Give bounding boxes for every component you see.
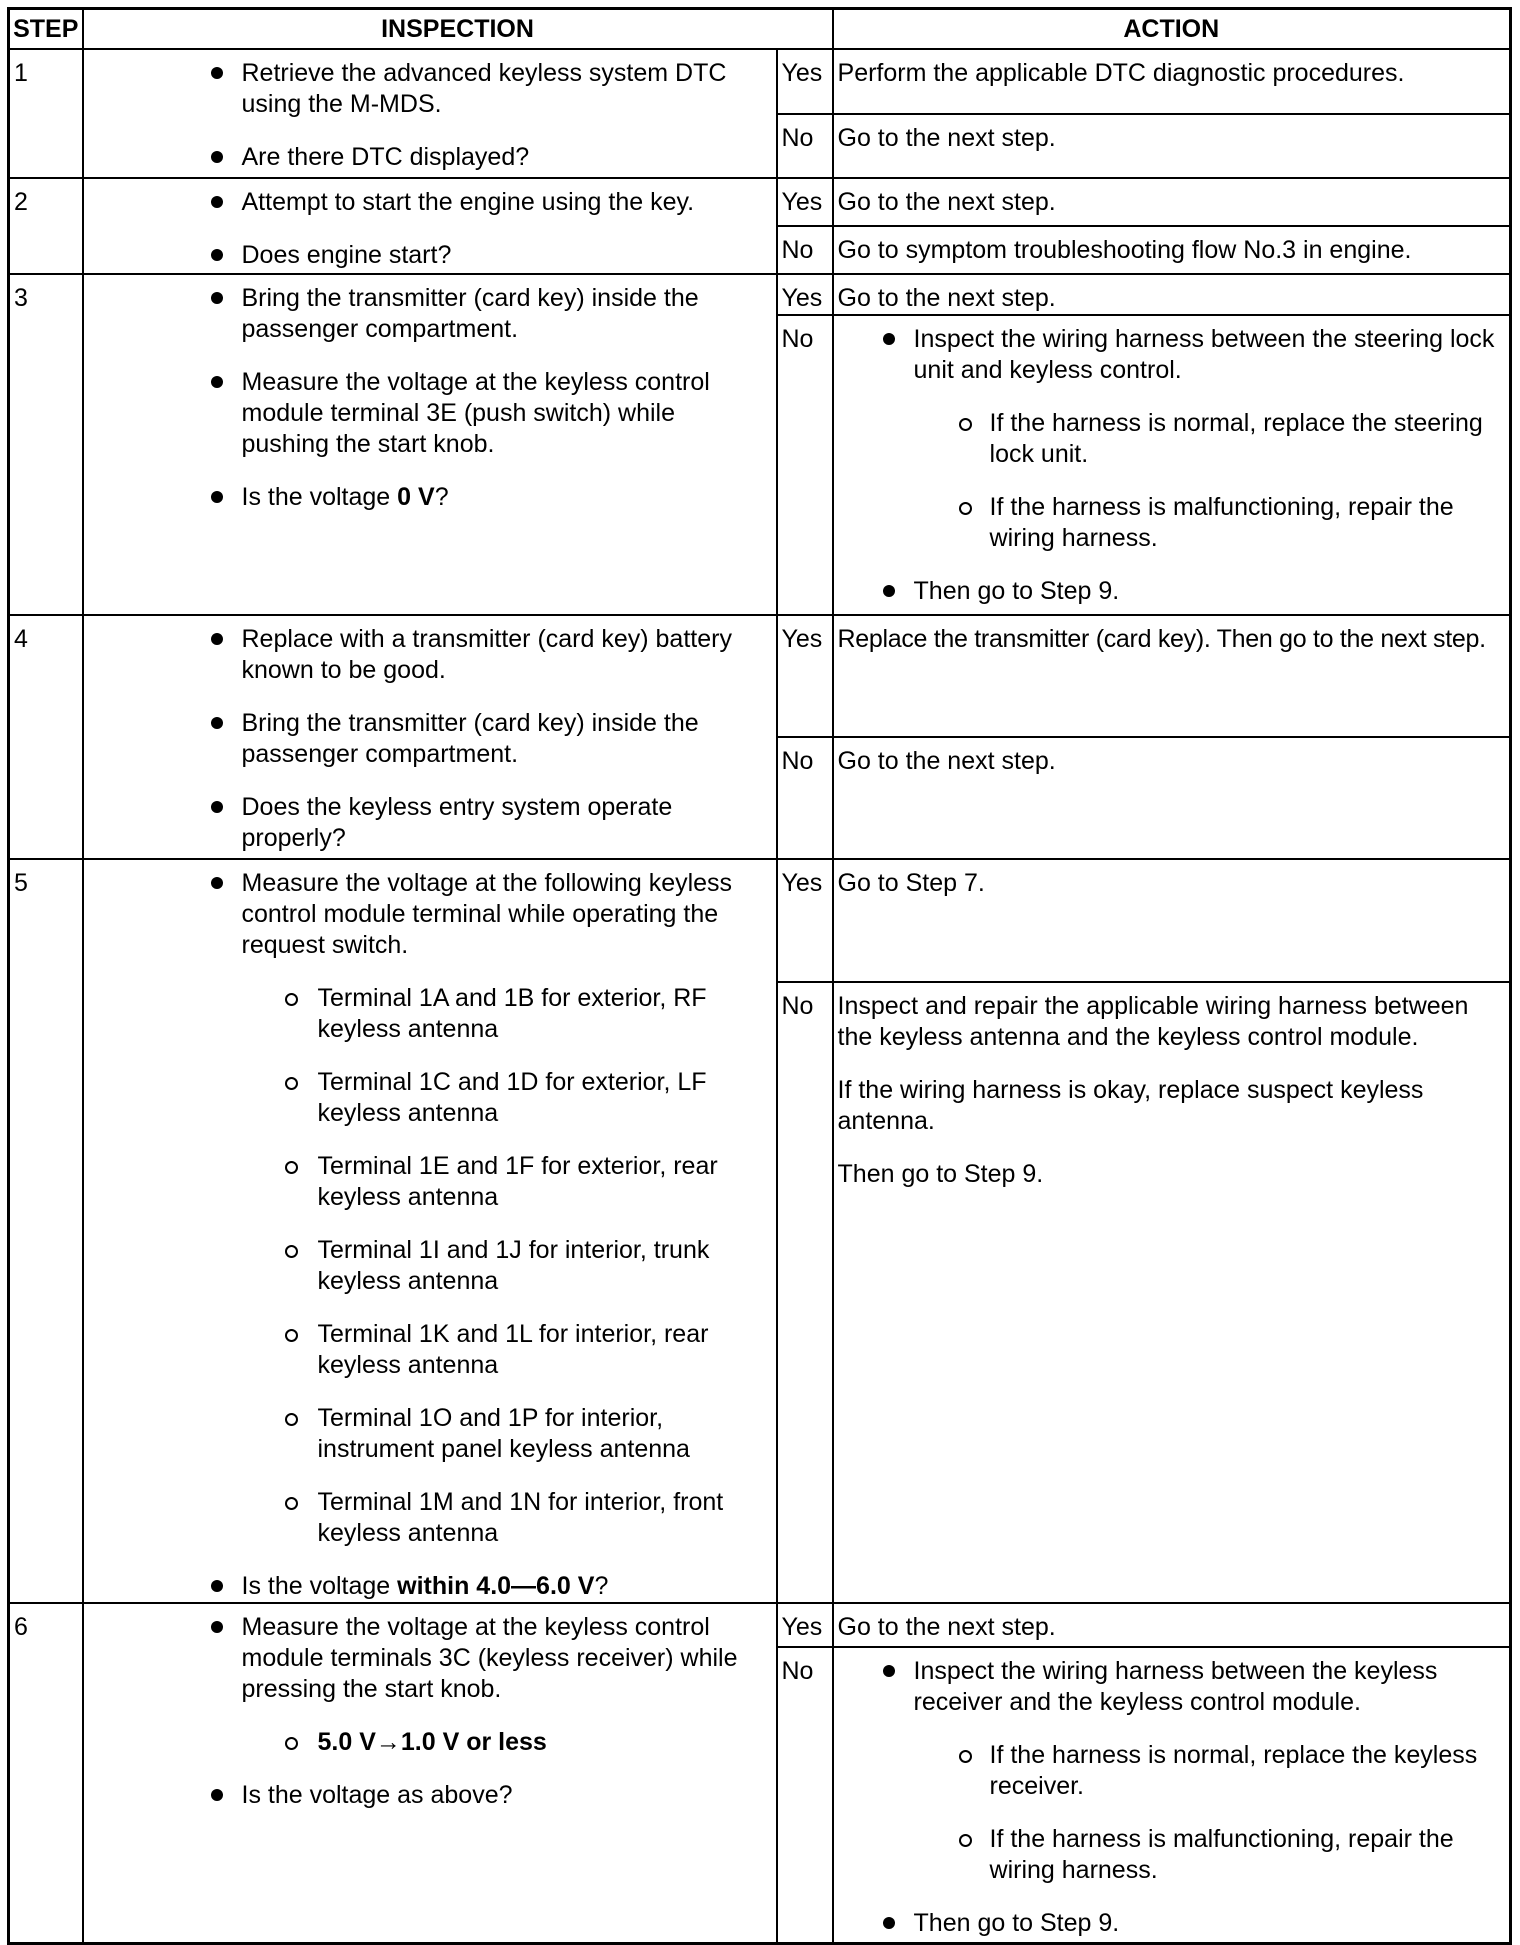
step-6-inspection: [83, 1603, 777, 1943]
step-3-yes-row: [9, 274, 1511, 315]
action-bullet: Inspect the wiring harness between the steering lock unit and keyless control.: [838, 324, 1502, 386]
step-4-no-action: Go to the next step.: [833, 737, 1511, 859]
inspection-question: Are there DTC displayed?: [84, 142, 752, 173]
step-6-yes-action: Go to the next step.: [833, 1603, 1511, 1647]
step-3-yes-action: Go to the next step.: [833, 274, 1511, 315]
step-6-no-action: [833, 1647, 1511, 1943]
step-6-yes-row: [9, 1603, 1511, 1647]
step-3-inspection: [83, 274, 777, 615]
step-5-yes-action: Go to Step 7.: [833, 859, 1511, 982]
no-label: No: [777, 315, 833, 615]
inspection-sub-bullet: Terminal 1C and 1D for exterior, LF keyless antenna: [84, 1067, 752, 1129]
inspection-question: Is the voltage within 4.0—6.0 V?: [84, 1571, 752, 1602]
inspection-bullet: Replace with a transmitter (card key) battery known to be good.: [84, 624, 752, 686]
inspection-sub-bullet: 5.0 V→1.0 V or less: [84, 1727, 752, 1758]
action-bullet: Then go to Step 9.: [838, 576, 1502, 607]
step-1-no-action: Go to the next step.: [833, 114, 1511, 179]
inspection-bullet: Bring the transmitter (card key) inside the passenger compartment.: [84, 708, 752, 770]
inspection-question: Is the voltage as above?: [84, 1780, 752, 1811]
inspection-sub-bullet: Terminal 1E and 1F for exterior, rear keyless antenna: [84, 1151, 752, 1213]
inspection-bullet: Retrieve the advanced keyless system DTC using the M-MDS.: [84, 58, 752, 120]
action-bullet: Inspect the wiring harness between the keyless receiver and the keyless control module.: [838, 1656, 1502, 1718]
header-step: STEP: [9, 9, 83, 50]
step-number: 6: [9, 1603, 83, 1943]
diagnostic-table-sheet: [7, 7, 1509, 1945]
yes-label: Yes: [777, 615, 833, 737]
step-5-yes-row: [9, 859, 1511, 982]
action-paragraph: If the wiring harness is okay, replace suspect keyless antenna.: [837, 1076, 1424, 1136]
inspection-question: Does the keyless entry system operate properly?: [84, 792, 752, 854]
header-row: [9, 9, 1511, 50]
step-5-no-action: [833, 982, 1511, 1603]
inspection-sub-bullet: Terminal 1A and 1B for exterior, RF keyless antenna: [84, 983, 752, 1045]
step-number: 1: [9, 49, 83, 178]
no-label: No: [777, 114, 833, 179]
step-2-yes-row: [9, 178, 1511, 226]
inspection-bullet: Bring the transmitter (card key) inside the passenger compartment.: [84, 283, 752, 345]
inspection-question: Does engine start?: [84, 240, 752, 271]
step-number: 4: [9, 615, 83, 859]
action-sub-bullet: If the harness is normal, replace the steering lock unit.: [838, 408, 1502, 470]
step-1-inspection: [83, 49, 777, 178]
step-4-yes-row: [9, 615, 1511, 737]
yes-label: Yes: [777, 178, 833, 226]
diagnostic-table: [7, 7, 1512, 1945]
step-4-yes-action: Replace the transmitter (card key). Then go to the next step.: [833, 615, 1511, 737]
step-number: 3: [9, 274, 83, 615]
step-number: 5: [9, 859, 83, 1603]
no-label: No: [777, 982, 833, 1603]
inspection-bullet: Measure the voltage at the keyless control module terminal 3E (push switch) while pushing the start knob.: [84, 367, 752, 460]
inspection-bullet: Attempt to start the engine using the key.: [84, 187, 752, 218]
yes-label: Yes: [777, 274, 833, 315]
step-1-yes-row: [9, 49, 1511, 114]
yes-label: Yes: [777, 859, 833, 982]
inspection-bullet: Measure the voltage at the following keyless control module terminal while operating the request switch.: [84, 868, 752, 961]
step-2-no-action: Go to symptom troubleshooting flow No.3 in engine.: [833, 226, 1511, 274]
inspection-sub-bullet: Terminal 1O and 1P for interior, instrument panel keyless antenna: [84, 1403, 752, 1465]
inspection-question: Is the voltage 0 V?: [84, 482, 752, 513]
no-label: No: [777, 1647, 833, 1943]
action-sub-bullet: If the harness is normal, replace the keyless receiver.: [838, 1740, 1502, 1802]
action-bullet: Then go to Step 9.: [838, 1908, 1502, 1939]
step-5-inspection: [83, 859, 777, 1603]
header-inspection: INSPECTION: [83, 9, 833, 50]
step-1-yes-action: Perform the applicable DTC diagnostic procedures.: [833, 49, 1511, 114]
action-sub-bullet: If the harness is malfunctioning, repair the wiring harness.: [838, 492, 1502, 554]
inspection-sub-bullet: Terminal 1K and 1L for interior, rear keyless antenna: [84, 1319, 752, 1381]
action-sub-bullet: If the harness is malfunctioning, repair the wiring harness.: [838, 1824, 1502, 1886]
inspection-sub-bullet: Terminal 1I and 1J for interior, trunk keyless antenna: [84, 1235, 752, 1297]
step-2-yes-action: Go to the next step.: [833, 178, 1511, 226]
action-paragraph: Inspect and repair the applicable wiring harness between the keyless antenna and the keyless control module.: [837, 992, 1469, 1052]
no-label: No: [777, 226, 833, 274]
action-paragraph: Then go to Step 9.: [837, 1160, 1044, 1189]
inspection-bullet: Measure the voltage at the keyless control module terminals 3C (keyless receiver) while pressing the start knob.: [84, 1612, 752, 1705]
yes-label: Yes: [777, 49, 833, 114]
step-2-inspection: [83, 178, 777, 274]
header-action: ACTION: [833, 9, 1511, 50]
no-label: No: [777, 737, 833, 859]
step-3-no-action: [833, 315, 1511, 615]
step-number: 2: [9, 178, 83, 274]
inspection-sub-bullet: Terminal 1M and 1N for interior, front keyless antenna: [84, 1487, 752, 1549]
yes-label: Yes: [777, 1603, 833, 1647]
step-4-inspection: [83, 615, 777, 859]
